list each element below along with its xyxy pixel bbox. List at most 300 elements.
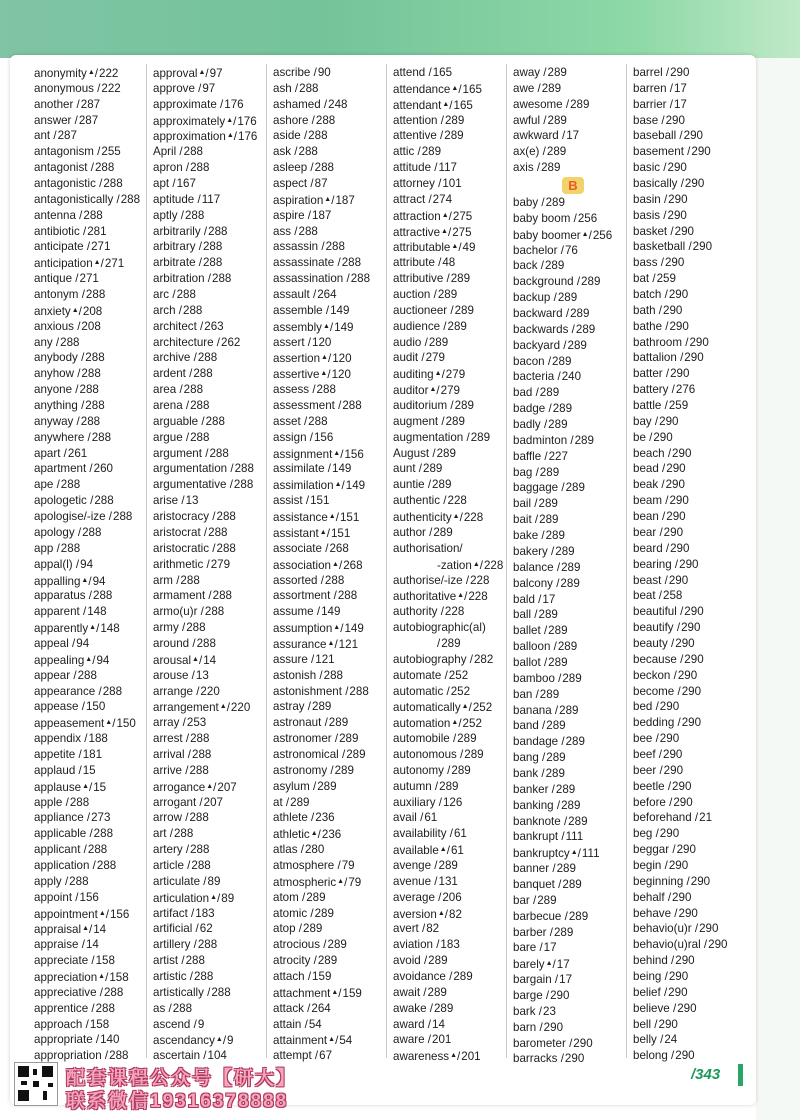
page-separator: /: [441, 368, 445, 382]
entry-word: approximately: [153, 114, 226, 128]
entry-word: anonymous: [34, 81, 94, 95]
key-word-triangle-icon: ▲: [332, 560, 339, 568]
entry-attribute: [393, 255, 513, 271]
entry-argumentation: [153, 461, 273, 477]
entry-page-ref: 201: [432, 1033, 452, 1047]
entry-assemble: [273, 303, 393, 319]
entry-page-ref: 289: [328, 716, 349, 730]
entry-app: [34, 541, 154, 557]
entry-page-ref: 280: [304, 843, 325, 857]
page-separator: /: [226, 701, 230, 715]
entry-page-ref: 288: [193, 367, 213, 381]
key-word-triangle-icon: ▲: [570, 849, 578, 857]
entry-word: automatically: [393, 701, 461, 715]
entry-behavio-u-ral: [633, 937, 753, 953]
entry-word: bald: [513, 592, 535, 606]
page-separator: /: [438, 414, 445, 428]
entry-word: arc: [153, 288, 170, 302]
entry-approval: [153, 65, 273, 81]
page-separator: /: [662, 541, 670, 555]
key-word-triangle-icon: ▲: [85, 655, 93, 663]
entry-ardent: [153, 366, 273, 382]
key-word-triangle-icon: ▲: [320, 370, 328, 378]
page-separator: /: [96, 622, 100, 636]
entry-page-ref: 17: [556, 958, 570, 972]
entry-word: ballet: [513, 624, 541, 638]
page-separator: /: [101, 1049, 109, 1063]
page-separator: /: [95, 177, 103, 191]
key-word-triangle-icon: ▲: [324, 195, 332, 203]
entry-aunt: [393, 461, 513, 477]
entry-word: any: [34, 335, 53, 349]
entry-page-ref: 111: [581, 847, 600, 861]
entry-word: arbitration: [153, 272, 205, 286]
entry-page-ref: 228: [463, 511, 484, 525]
entry-arbitrarily: [153, 224, 273, 240]
entry-apparent: [34, 604, 154, 620]
page-separator: /: [334, 858, 341, 872]
entry-page-ref: 289: [457, 732, 477, 746]
entry-autonomy: [393, 763, 513, 779]
entry-apparently: [34, 620, 154, 636]
entry-word: audit: [393, 351, 419, 365]
entry-applaud: [34, 763, 154, 779]
entry-word: appoint: [34, 890, 73, 904]
entry-page-ref: 289: [545, 196, 565, 210]
page-separator: /: [320, 97, 328, 111]
page-separator: /: [182, 399, 190, 413]
entry-page-ref: 289: [539, 386, 560, 400]
entry-page-ref: 14: [93, 923, 107, 937]
entry-appeal: [34, 636, 154, 652]
entry-page-ref: 188: [88, 732, 108, 746]
entry-atop: [273, 921, 393, 937]
entry-word: bandage: [513, 735, 559, 749]
entry-word: assertion: [273, 352, 321, 366]
entry-word: apt: [153, 177, 170, 191]
entry-word: battalion: [633, 351, 677, 365]
entry-page-ref: 282: [473, 652, 494, 666]
entry-word: behave: [633, 906, 672, 920]
entry-atrocious: [273, 937, 393, 953]
entry-word: answer: [34, 113, 72, 127]
entry-audit: [393, 350, 513, 366]
entry-page-ref: 253: [186, 716, 207, 730]
entry-page-ref: 49: [462, 241, 476, 255]
page-separator: /: [75, 747, 82, 761]
page-separator: /: [424, 1033, 432, 1047]
entry-page-ref: 165: [462, 82, 482, 96]
page-separator: /: [166, 827, 173, 841]
entry-arrogant: [153, 795, 273, 811]
entry-page-ref: 271: [104, 257, 125, 271]
key-word-triangle-icon: ▲: [198, 69, 206, 76]
entry-page-ref: 289: [568, 814, 588, 828]
entry-word: aristocracy: [153, 510, 210, 524]
entry-page-ref: 227: [548, 449, 568, 463]
page-separator: /: [538, 766, 545, 780]
entry-page-ref: 289: [538, 608, 558, 622]
entry-word: arrow: [153, 811, 182, 825]
entry-page-ref: 288: [120, 192, 141, 206]
entry-word: apology: [34, 525, 75, 539]
key-word-triangle-icon: ▲: [451, 243, 459, 251]
entry-badminton: [513, 433, 633, 449]
entry-arrival: [153, 747, 273, 763]
entry-word: array: [153, 716, 180, 730]
entry-word: belly: [633, 1033, 657, 1047]
page-separator: /: [344, 875, 348, 889]
page-separator: /: [568, 322, 575, 336]
page-separator: /: [94, 67, 99, 80]
key-word-triangle-icon: ▲: [215, 1036, 223, 1044]
entry-page-ref: 288: [176, 288, 196, 302]
entry-beam: [633, 493, 753, 509]
entry-word: award: [393, 1017, 425, 1031]
page-separator: /: [309, 383, 316, 397]
entry-autonomous: [393, 747, 513, 763]
entry-page-ref: 131: [438, 874, 458, 888]
entry-page-ref: 289: [581, 275, 601, 289]
page-separator: /: [182, 843, 190, 857]
entry-word: assembly: [273, 320, 322, 334]
entry-page-ref: 288: [234, 462, 254, 476]
entry-page-ref: 289: [470, 430, 491, 444]
entry-word: behavio(u)r: [633, 922, 692, 936]
entry-page-ref: 289: [568, 909, 589, 923]
entry-page-ref: 288: [208, 525, 228, 539]
page-separator: /: [658, 510, 666, 524]
entry-page-ref: 228: [468, 590, 488, 604]
entry-word: backyard: [513, 338, 561, 352]
entry-word: beautify: [633, 621, 674, 635]
page-separator: /: [307, 652, 315, 666]
entry-word: assist: [273, 494, 303, 508]
entry-word: assurance: [273, 637, 327, 651]
page-separator: /: [83, 811, 91, 825]
entry-page-ref: 289: [555, 544, 575, 558]
entry-page-ref: 288: [60, 335, 80, 349]
entry-page-ref: 288: [192, 747, 212, 761]
entry-page-ref: 288: [299, 81, 319, 95]
entry-word: attract: [393, 192, 426, 206]
entry-page-ref: 288: [186, 621, 206, 635]
key-word-triangle-icon: ▲: [334, 481, 342, 489]
key-word-triangle-icon: ▲: [437, 909, 445, 917]
entry-word: baffle: [513, 449, 542, 463]
entry-page-ref: 288: [308, 129, 328, 143]
entry-page-ref: 289: [317, 954, 338, 968]
entry-page-ref: 288: [233, 478, 254, 492]
key-word-triangle-icon: ▲: [206, 782, 214, 790]
entry-word: anticipation: [34, 257, 93, 271]
page-separator: /: [577, 847, 581, 861]
entry-become: [633, 684, 753, 700]
page-number: /343: [691, 1066, 721, 1083]
page-separator: /: [673, 621, 681, 635]
entry-page-ref: 289: [439, 779, 459, 793]
entry-word: barn: [513, 1020, 537, 1034]
entry-word: attributive: [393, 272, 444, 286]
entry-page-ref: 290: [664, 256, 685, 270]
entry-word: behalf: [633, 890, 665, 904]
entry-word: appreciation: [34, 970, 98, 984]
page-separator: /: [656, 1033, 664, 1047]
entry-bed: [633, 699, 753, 715]
page-separator: /: [449, 732, 457, 746]
page-separator: /: [445, 969, 453, 983]
entry-word: artificial: [153, 922, 193, 936]
page-separator: /: [554, 370, 561, 384]
entry-avoidance: [393, 969, 513, 985]
entry-page-ref: 288: [77, 668, 97, 682]
entry-bargain: [513, 972, 633, 988]
entry-word: atmospheric: [273, 875, 337, 889]
entry-ashamed: [273, 97, 393, 113]
key-word-triangle-icon: ▲: [328, 1036, 336, 1044]
page-separator: /: [420, 954, 428, 968]
page-separator: /: [304, 969, 312, 983]
entry-page-ref: 289: [290, 795, 310, 809]
key-word-triangle-icon: ▲: [441, 211, 449, 219]
page-separator: /: [209, 541, 216, 555]
entry-word: bar: [513, 893, 530, 907]
entry-word: avoidance: [393, 969, 446, 983]
entry-page-ref: 288: [212, 589, 232, 603]
entry-page-ref: 290: [670, 541, 690, 555]
entry-word: ban: [513, 687, 533, 701]
entry-attorney: [393, 176, 513, 192]
page-separator: /: [82, 1017, 89, 1031]
page-separator: /: [669, 843, 676, 857]
entry-anticipation: [34, 255, 154, 271]
page-separator: /: [661, 573, 668, 587]
page-separator: /: [432, 938, 440, 952]
entry-bell: [633, 1017, 753, 1033]
entry-attributive: [393, 271, 513, 287]
entry-behavio-u-r: [633, 921, 753, 937]
entry-word: art: [153, 827, 167, 841]
entry-being: [633, 969, 753, 985]
entry-page-ref: 148: [100, 622, 120, 636]
entry-page-ref: 48: [442, 256, 456, 270]
entry-word: behind: [633, 954, 668, 968]
page-separator: /: [550, 640, 557, 654]
entry-word: belong: [633, 1049, 668, 1063]
entry-word: arithmetic: [153, 557, 204, 571]
entry-page-ref: 14: [203, 653, 217, 667]
entry-page-ref: 14: [85, 938, 99, 952]
entry-word: bait: [513, 513, 532, 527]
page-separator: /: [658, 113, 665, 127]
key-word-triangle-icon: ▲: [333, 624, 341, 632]
entry-anxiety: [34, 303, 154, 319]
entry-word: background: [513, 275, 574, 289]
entry-page-ref: 289: [555, 782, 576, 796]
entry-barbecue: [513, 909, 633, 925]
page-separator: /: [443, 684, 450, 698]
entry-page-ref: 255: [101, 145, 121, 159]
page-separator: /: [53, 478, 60, 492]
entry-word: appendix: [34, 732, 82, 746]
entry-page-ref: 289: [552, 402, 573, 416]
entry-word: back: [513, 259, 538, 273]
entry-banking: [513, 798, 633, 814]
entry-page-ref: 289: [545, 529, 565, 543]
entry-bat: [633, 271, 753, 287]
entry-bacon: [513, 354, 633, 370]
entry-aspire: [273, 208, 393, 224]
page-separator: /: [307, 161, 314, 175]
page-separator: /: [660, 985, 668, 999]
entry-behave: [633, 906, 753, 922]
entry-word: article: [153, 858, 184, 872]
entry-auntie: [393, 477, 513, 493]
entry-assertive: [273, 366, 393, 382]
entry-barber: [513, 925, 633, 941]
entry-word: asset: [273, 414, 301, 428]
entry-awareness: [393, 1048, 513, 1064]
entry-bang: [513, 750, 633, 766]
entry-page-ref: 289: [539, 687, 560, 701]
entry-word: beat: [633, 589, 656, 603]
entry-word: attain: [273, 1017, 302, 1031]
entry-barren: [633, 81, 753, 97]
page-separator: /: [61, 874, 69, 888]
entry-page-ref: 288: [349, 684, 369, 698]
entry-beauty: [633, 636, 753, 652]
page-separator: /: [84, 430, 91, 444]
entry-page-ref: 289: [553, 925, 574, 939]
entry-word: apple: [34, 795, 63, 809]
key-word-triangle-icon: ▲: [219, 703, 227, 711]
entry-bail: [513, 496, 633, 512]
entry-page-ref: 61: [450, 844, 464, 858]
page-separator: /: [307, 177, 314, 191]
entry-page-ref: 289: [548, 624, 568, 638]
entry-page-ref: 61: [453, 827, 467, 841]
page-separator: /: [75, 208, 83, 222]
entry-page-ref: 290: [653, 430, 673, 444]
page-separator: /: [205, 67, 209, 80]
entry-assist: [273, 493, 393, 509]
entry-awe: [513, 81, 633, 97]
page-separator: /: [308, 113, 315, 127]
entry-word: banking: [513, 798, 554, 812]
entry-page-ref: 276: [675, 383, 696, 397]
key-word-triangle-icon: ▲: [337, 877, 345, 885]
entry-articulation: [153, 890, 273, 906]
entry-word: attributable: [393, 241, 451, 255]
page-separator: /: [309, 779, 317, 793]
entry-page-ref: 289: [546, 719, 566, 733]
entry-page-ref: 290: [699, 922, 719, 936]
page-separator: /: [282, 795, 290, 809]
entry-automatically: [393, 699, 513, 715]
entry-augmentation: [393, 430, 513, 446]
entry-word: anybody: [34, 351, 78, 365]
page-separator: /: [71, 113, 78, 127]
entry-arousal: [153, 652, 273, 668]
page-separator: /: [550, 291, 557, 305]
page-separator: /: [300, 129, 308, 143]
entry-word: average: [393, 890, 435, 904]
entry-apt: [153, 176, 273, 192]
entry-word: bearing: [633, 557, 672, 571]
entry-page-ref: 290: [573, 1036, 593, 1050]
entry-word: associate: [273, 541, 322, 555]
entry-associate: [273, 541, 393, 557]
entry-word: arrogant: [153, 795, 197, 809]
entry-word: attitude: [393, 161, 432, 175]
entry-assault: [273, 287, 393, 303]
page-separator: /: [421, 335, 428, 349]
entry-attract: [393, 192, 513, 208]
entry-word: auditor: [393, 384, 429, 398]
entry-appease: [34, 699, 154, 715]
entry-page-ref: 290: [668, 858, 689, 872]
entry-word: atlas: [273, 843, 298, 857]
entry-word: bargain: [513, 973, 552, 987]
entry-ass: [273, 224, 393, 240]
entry-word: association: [273, 558, 332, 572]
entry-anyway: [34, 414, 154, 430]
entry-word: antonym: [34, 288, 79, 302]
page-separator: /: [100, 257, 104, 271]
index-column-1: [34, 65, 154, 1064]
entry-word: aviation: [393, 938, 433, 952]
entry-word: antique: [34, 272, 73, 286]
entry-arena: [153, 398, 273, 414]
entry-word: beckon: [633, 668, 671, 682]
entry-page-ref: 252: [462, 717, 482, 731]
entry-arbitration: [153, 271, 273, 287]
entry-armo-u-r: [153, 604, 273, 620]
entry-anxious: [34, 319, 154, 335]
entry-banker: [513, 782, 633, 798]
entry-word: astronaut: [273, 716, 322, 730]
page-separator: /: [291, 81, 299, 95]
entry-arc: [153, 287, 273, 303]
page-separator: /: [85, 589, 93, 603]
page-separator: /: [87, 161, 94, 175]
entry-page-ref: 201: [461, 1050, 481, 1064]
entry-page-ref: 290: [708, 938, 728, 952]
page-separator: /: [562, 97, 570, 111]
entry-assorted: [273, 573, 393, 589]
page-separator: /: [320, 938, 327, 952]
entry-word: aversion: [393, 907, 437, 921]
entry-beach: [633, 446, 753, 462]
entry-astronomer: [273, 731, 393, 747]
entry-page-ref: 120: [331, 368, 351, 382]
entry-page-ref: 252: [472, 701, 493, 715]
entry-arrive: [153, 763, 273, 779]
page-separator: /: [674, 716, 681, 730]
entry-word: August: [393, 446, 430, 460]
entry-page-ref: 289: [447, 319, 467, 333]
entry-word: appealing: [34, 653, 85, 667]
entry-bark: [513, 1004, 633, 1020]
entry-page-ref: 290: [675, 636, 695, 650]
entry-page-ref: 111: [565, 830, 584, 844]
page-separator: /: [165, 1001, 172, 1015]
entry-page-ref: 289: [559, 703, 579, 717]
page-separator: /: [691, 922, 699, 936]
entry-word: aspire: [273, 208, 305, 222]
entry-zation: [393, 557, 513, 573]
entry-banknote: [513, 814, 633, 830]
